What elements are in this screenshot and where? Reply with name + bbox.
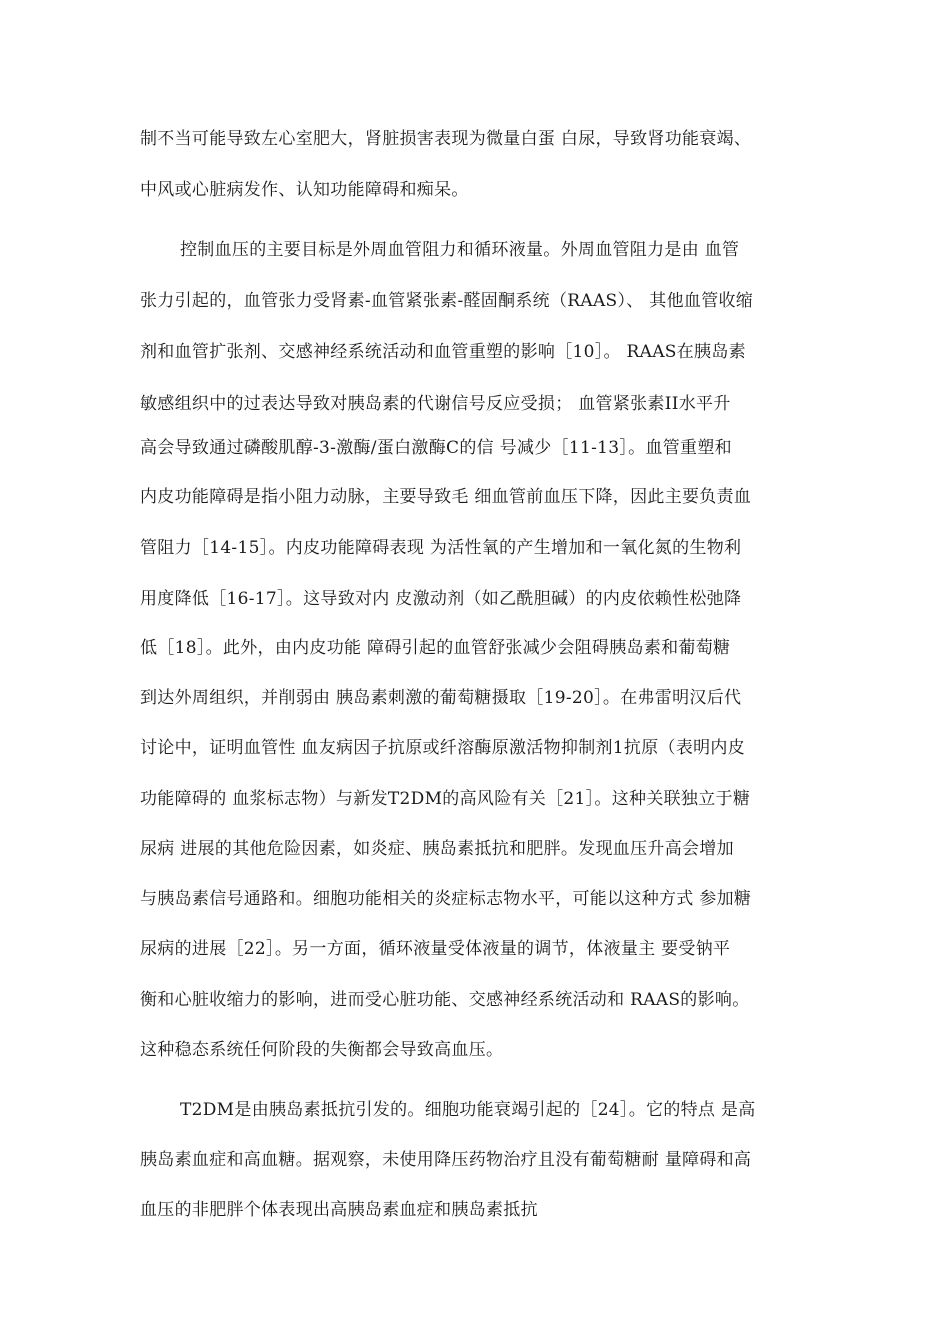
text-line-content: 尿病的进展［22］。另一方面，循环液量受体液量的调节，体液量主 要受钠平 bbox=[140, 939, 731, 959]
text-line-content: 功能障碍的 血浆标志物）与新发T2DM的高风险有关［21］。这种关联独立于糖 bbox=[140, 789, 751, 809]
text-line-content: 管阻力［14-15］。内皮功能障碍表现 为活性氧的产生增加和一氧化氮的生物利 bbox=[140, 538, 742, 558]
text-line bbox=[0, 934, 950, 964]
text-line bbox=[0, 633, 950, 663]
text-line bbox=[0, 337, 950, 367]
text-line-content: 与胰岛素信号通路和。细胞功能相关的炎症标志物水平，可能以这种方式 参加糖 bbox=[140, 889, 752, 909]
text-line-content: 高会导致通过磷酸肌醇-3-激酶/蛋白激酶C的信 号减少［11-13］。血管重塑和 bbox=[140, 438, 732, 458]
text-line-content: 讨论中，证明血管性 血友病因子抗原或纤溶酶原激活物抑制剂1抗原（表明内皮 bbox=[140, 738, 746, 758]
text-line-content: 内皮功能障碍是指小阻力动脉，主要导致毛 细血管前血压下降，因此主要负责血 bbox=[140, 487, 752, 507]
text-line bbox=[0, 584, 950, 614]
text-line bbox=[0, 683, 950, 713]
text-line bbox=[0, 433, 950, 463]
text-line bbox=[0, 1195, 950, 1225]
text-line-content: 剂和血管扩张剂、交感神经系统活动和血管重塑的影响［10］。 RAAS在胰岛素 bbox=[140, 342, 746, 362]
text-line-content: 衡和心脏收缩力的影响，进而受心脏功能、交感神经系统活动和 RAAS的影响。 bbox=[140, 990, 750, 1010]
text-line bbox=[0, 834, 950, 864]
text-line-content: 控制血压的主要目标是外周血管阻力和循环液量。外周血管阻力是由 血管 bbox=[180, 240, 740, 260]
text-line bbox=[0, 1035, 950, 1065]
text-line bbox=[0, 884, 950, 914]
text-line-content: 这种稳态系统任何阶段的失衡都会导致高血压。 bbox=[140, 1040, 504, 1060]
text-line-content: 到达外周组织，并削弱由 胰岛素刺激的葡萄糖摄取［19-20］。在弗雷明汉后代 bbox=[140, 688, 742, 708]
text-line bbox=[0, 286, 950, 316]
text-line bbox=[0, 1095, 950, 1125]
text-line bbox=[0, 733, 950, 763]
text-line-content: 用度降低［16-17］。这导致对内 皮激动剂（如乙酰胆碱）的内皮依赖性松弛降 bbox=[140, 589, 742, 609]
text-line-content: 张力引起的，血管张力受肾素-血管紧张素-醛固酮系统（RAAS）、 其他血管收缩 bbox=[140, 291, 754, 311]
text-line-content: 低［18］。此外，由内皮功能 障碍引起的血管舒张减少会阻碍胰岛素和葡萄糖 bbox=[140, 638, 731, 658]
text-line-content: 尿病 进展的其他危险因素，如炎症、胰岛素抵抗和肥胖。发现血压升高会增加 bbox=[140, 839, 734, 859]
text-line-content: 中风或心脏病发作、认知功能障碍和痴呆。 bbox=[140, 180, 469, 200]
text-line bbox=[0, 482, 950, 512]
text-line bbox=[0, 175, 950, 205]
text-line-content: 制不当可能导致左心室肥大，肾脏损害表现为微量白蛋 白尿，导致肾功能衰竭、 bbox=[140, 129, 752, 149]
text-line bbox=[0, 389, 950, 419]
text-line-content: 胰岛素血症和高血糖。据观察，未使用降压药物治疗且没有葡萄糖耐 量障碍和高 bbox=[140, 1150, 752, 1170]
text-line bbox=[0, 533, 950, 563]
text-line bbox=[0, 784, 950, 814]
text-line-content: T2DM是由胰岛素抵抗引发的。细胞功能衰竭引起的［24］。它的特点 是高 bbox=[180, 1100, 756, 1120]
text-line bbox=[0, 235, 950, 265]
text-line bbox=[0, 985, 950, 1015]
text-line bbox=[0, 124, 950, 154]
text-line-content: 血压的非肥胖个体表现出高胰岛素血症和胰岛素抵抗 bbox=[140, 1200, 538, 1220]
text-line-content: 敏感组织中的过表达导致对胰岛素的代谢信号反应受损； 血管紧张素II水平升 bbox=[140, 394, 731, 414]
text-line bbox=[0, 1145, 950, 1175]
